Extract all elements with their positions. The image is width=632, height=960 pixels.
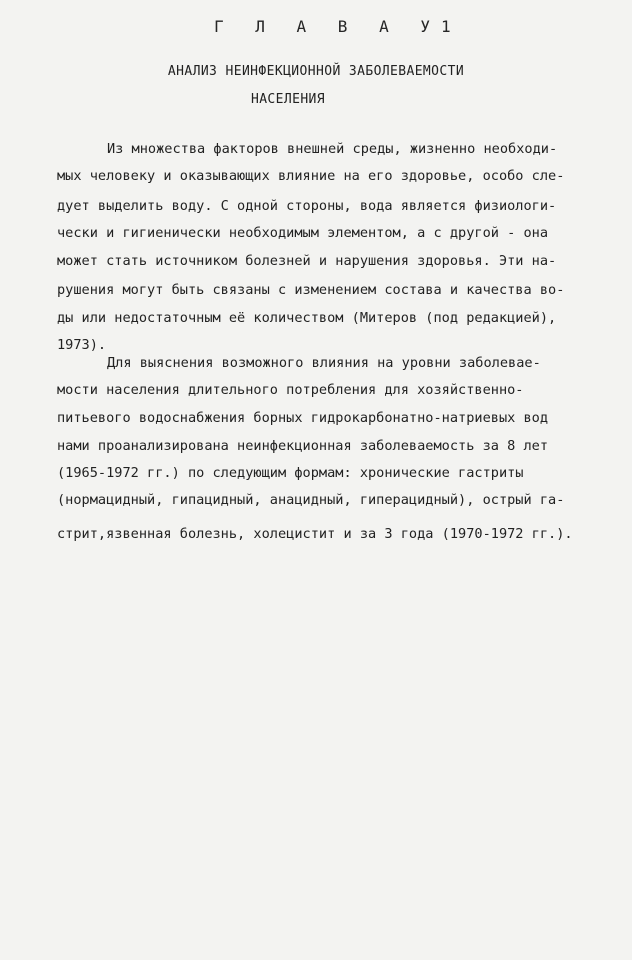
paragraph-2-line-6: (нормацидный, гипацидный, анацидный, гиперацидный), острый га-: [57, 492, 565, 508]
paragraph-1-line-7: ды или недостаточным её количеством (Митеров (под редакцией),: [57, 310, 557, 326]
paragraph-2-line-7: стрит,язвенная болезнь, холецистит и за 3 года (1970-1972 гг.).: [57, 526, 573, 542]
paragraph-1-line-2: мых человеку и оказывающих влияние на его здоровье, особо сле-: [57, 168, 565, 184]
paragraph-1-line-4: чески и гигиенически необходимым элементом, а с другой - она: [57, 225, 549, 241]
paragraph-2-line-5: (1965-1972 гг.) по следующим формам: хронические гастриты: [57, 465, 524, 481]
paragraph-1-line-6: рушения могут быть связаны с изменением состава и качества во-: [57, 282, 565, 298]
paragraph-1-line-3: дует выделить воду. С одной стороны, вода является физиологи-: [57, 198, 557, 214]
paragraph-2-line-3: питьевого водоснабжения борных гидрокарбонатно-натриевых вод: [57, 410, 549, 426]
paragraph-1-line-1: Из множества факторов внешней среды, жизненно необходи-: [107, 141, 558, 157]
paragraph-2-line-2: мости населения длительного потребления для хозяйственно-: [57, 382, 524, 398]
paragraph-2-line-4: нами проанализирована неинфекционная заболеваемость за 8 лет: [57, 438, 549, 454]
paragraph-1-line-5: может стать источником болезней и нарушения здоровья. Эти на-: [57, 253, 557, 269]
section-heading-line-1: АНАЛИЗ НЕИНФЕКЦИОННОЙ ЗАБОЛЕВАЕМОСТИ: [167, 64, 465, 79]
section-heading-line-2: НАСЕЛЕНИЯ: [250, 92, 326, 107]
paragraph-1-line-8: 1973).: [57, 337, 107, 353]
paragraph-2-line-1: Для выяснения возможного влияния на уровни заболевае-: [107, 355, 541, 371]
chapter-title: Г Л А В А У1: [214, 17, 462, 36]
